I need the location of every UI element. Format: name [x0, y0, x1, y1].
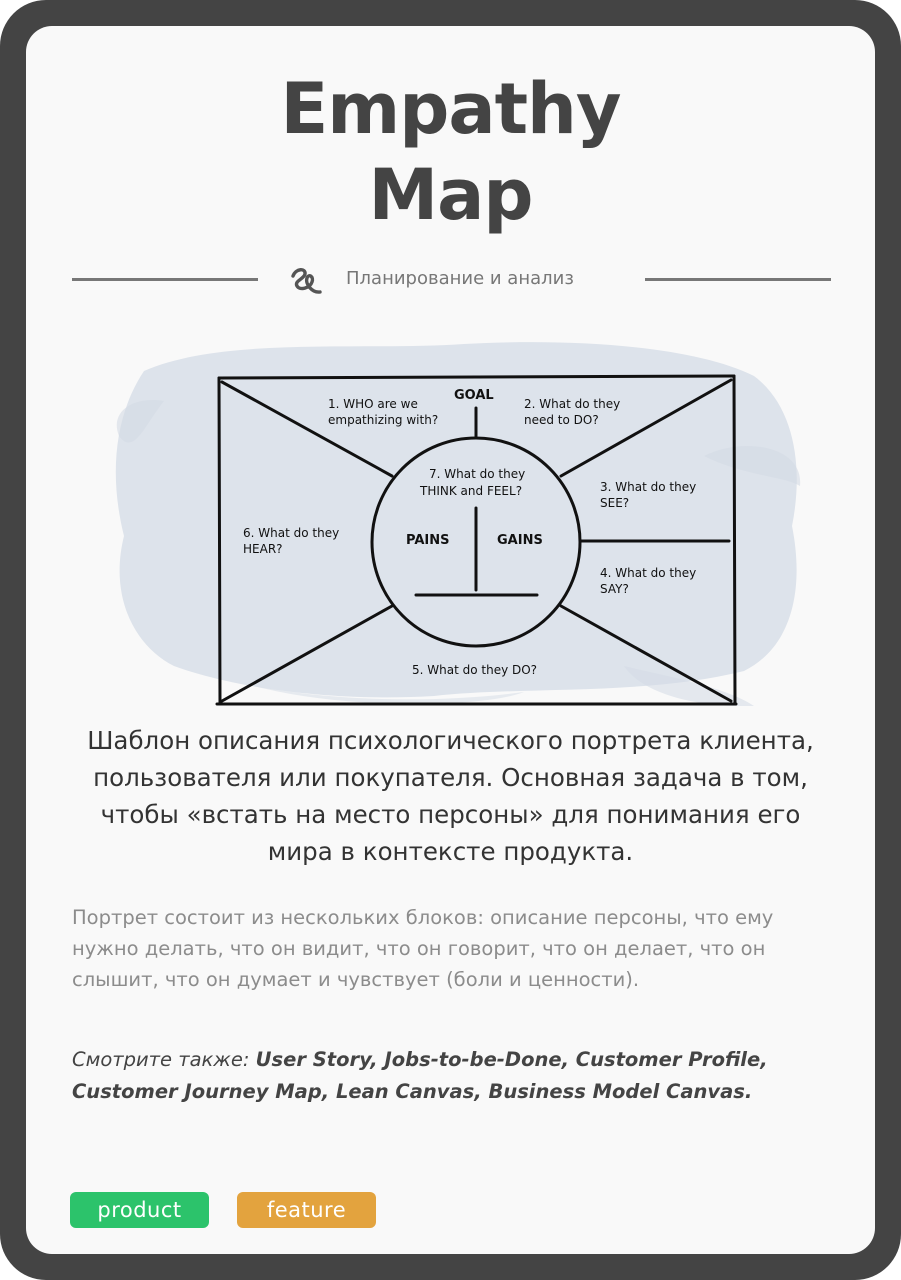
- card-title: [26, 66, 875, 238]
- hear-label-1: 6. What do they: [243, 526, 340, 540]
- who-label-1: 1. WHO are we: [328, 397, 418, 411]
- divider-left: [72, 278, 258, 281]
- do-need-label-1: 2. What do they: [524, 397, 621, 411]
- empathy-map-svg: [104, 316, 804, 706]
- card: [26, 26, 875, 1254]
- say-label-2: SAY?: [600, 582, 629, 596]
- who-label-2: empathizing with?: [328, 413, 439, 427]
- think-label-1: 7. What do they: [429, 467, 526, 481]
- do-label: 5. What do they DO?: [412, 663, 538, 677]
- see-also: [72, 1044, 852, 1108]
- tag-product[interactable]: product: [70, 1192, 209, 1228]
- see-also-items[interactable]: User Story, Jobs-to-be-Done, Customer Profile, Customer Journey Map, Lean Canvas, Business Model Canvas.: [72, 1048, 768, 1103]
- empathy-map-diagram: [104, 316, 804, 706]
- category-label: Планирование и анализ: [346, 268, 574, 289]
- pains-label: PAINS: [406, 533, 450, 548]
- divider-right: [645, 278, 831, 281]
- goal-label: GOAL: [454, 388, 494, 403]
- do-need-label-2: need to DO?: [524, 413, 599, 427]
- tag-feature[interactable]: feature: [237, 1192, 376, 1228]
- squiggle-icon: [288, 262, 326, 298]
- hear-label-2: HEAR?: [243, 542, 283, 556]
- lead-text: Шаблон описания психологического портрета клиента, пользователя или покупателя. Основная задача в том, чтобы «встать на место персоны» для понимания его мира в контексте продукта.: [87, 726, 814, 866]
- gains-label: GAINS: [497, 533, 543, 548]
- see-label-1: 3. What do they: [600, 480, 697, 494]
- see-also-label: Смотрите также:: [72, 1048, 256, 1071]
- title-line-2: Map: [368, 154, 533, 236]
- title-line-1: Empathy: [280, 68, 621, 150]
- say-label-1: 4. What do they: [600, 566, 697, 580]
- think-label-2: THINK and FEEL?: [420, 484, 523, 498]
- see-label-2: SEE?: [600, 496, 630, 510]
- body-text: Портрет состоит из нескольких блоков: описание персоны, что ему нужно делать, что он видит, что он говорит, что он делает, что он слышит, что он думает и чувствует (боли и ценности).: [72, 906, 774, 991]
